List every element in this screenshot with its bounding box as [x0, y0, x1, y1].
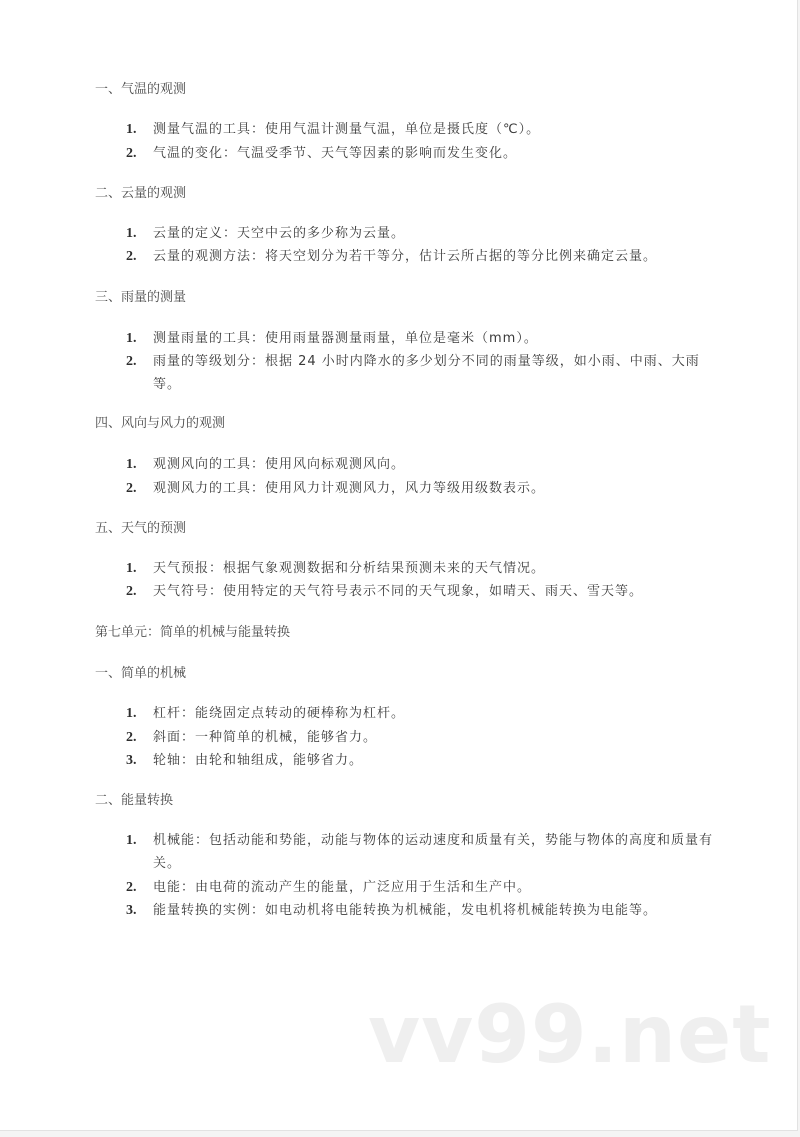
list-item [126, 453, 716, 476]
list-item [126, 557, 716, 580]
list-item [126, 749, 716, 772]
item-text: 斜面：一种简单的机械，能够省力。 [153, 730, 378, 745]
item-number: 2. [126, 249, 137, 264]
item-text: 机械能：包括动能和势能，动能与物体的运动速度和质量有关，势能与物体的高度和质量有关。 [153, 833, 714, 871]
item-number: 1. [126, 706, 137, 721]
item-text: 杠杆：能绕固定点转动的硬棒称为杠杆。 [153, 706, 406, 721]
item-text: 轮轴：由轮和轴组成，能够省力。 [153, 753, 364, 768]
list-item [126, 899, 716, 922]
item-number: 1. [126, 457, 137, 472]
section-heading-energy-conversion: 二、能量转换 [95, 793, 174, 808]
watermark: vv99.net [368, 988, 772, 1081]
list-item [126, 118, 716, 141]
list-item [126, 726, 716, 749]
item-text: 测量雨量的工具：使用雨量器测量雨量，单位是毫米（mm）。 [153, 331, 538, 346]
item-text: 天气符号：使用特定的天气符号表示不同的天气现象，如晴天、雨天、雪天等。 [153, 584, 644, 599]
item-number: 2. [126, 354, 137, 369]
list-item [126, 829, 716, 875]
item-number: 3. [126, 903, 137, 918]
list-item [126, 142, 716, 165]
list-item [126, 327, 716, 350]
item-text: 雨量的等级划分：根据 24 小时内降水的多少划分不同的雨量等级，如小雨、中雨、大雨等。 [153, 354, 700, 392]
section-heading-cloud: 二、云量的观测 [95, 186, 187, 201]
list-item [126, 702, 716, 725]
list-item [126, 350, 716, 396]
item-text: 测量气温的工具：使用气温计测量气温，单位是摄氏度（℃）。 [153, 122, 541, 137]
item-text: 电能：由电荷的流动产生的能量，广泛应用于生活和生产中。 [153, 880, 532, 895]
section-heading-forecast: 五、天气的预测 [95, 521, 187, 536]
section-heading-temperature: 一、气温的观测 [95, 82, 187, 97]
section-heading-rain: 三、雨量的测量 [95, 290, 187, 305]
list-item [126, 876, 716, 899]
item-number: 1. [126, 122, 137, 137]
item-text: 能量转换的实例：如电动机将电能转换为机械能，发电机将机械能转换为电能等。 [153, 903, 658, 918]
list-item [126, 580, 716, 603]
item-number: 1. [126, 226, 137, 241]
item-text: 观测风向的工具：使用风向标观测风向。 [153, 457, 406, 472]
unit-title: 第七单元：简单的机械与能量转换 [95, 625, 291, 640]
item-number: 3. [126, 753, 137, 768]
list-item [126, 245, 716, 268]
item-number: 2. [126, 481, 137, 496]
section-heading-simple-machines: 一、简单的机械 [95, 666, 187, 681]
list-item [126, 477, 716, 500]
item-number: 2. [126, 730, 137, 745]
item-number: 1. [126, 331, 137, 346]
item-text: 天气预报：根据气象观测数据和分析结果预测未来的天气情况。 [153, 561, 546, 576]
item-number: 1. [126, 833, 137, 848]
item-text: 气温的变化：气温受季节、天气等因素的影响而发生变化。 [153, 146, 518, 161]
list-item [126, 222, 716, 245]
item-text: 观测风力的工具：使用风力计观测风力，风力等级用级数表示。 [153, 481, 546, 496]
item-number: 1. [126, 561, 137, 576]
item-number: 2. [126, 146, 137, 161]
item-number: 2. [126, 880, 137, 895]
item-text: 云量的观测方法：将天空划分为若干等分，估计云所占据的等分比例来确定云量。 [153, 249, 658, 264]
section-heading-wind: 四、风向与风力的观测 [95, 416, 226, 431]
item-number: 2. [126, 584, 137, 599]
item-text: 云量的定义：天空中云的多少称为云量。 [153, 226, 406, 241]
